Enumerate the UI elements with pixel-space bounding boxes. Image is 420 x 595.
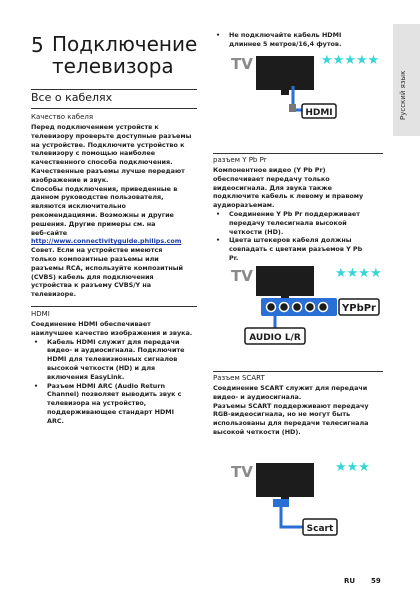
tv-screen xyxy=(256,463,314,497)
hdmi-rule xyxy=(31,306,197,307)
scart-rule xyxy=(213,371,383,372)
audio-l-jack xyxy=(267,303,276,312)
hdmi-bullet-line: • Не подключайте кабель HDMI xyxy=(229,31,342,39)
ypbpr-connection-figure xyxy=(229,262,389,358)
ypbpr-intro-line: аудиоразъемам. xyxy=(213,201,275,210)
pb-jack xyxy=(306,303,315,312)
tip-line: Совет. Если на устройстве имеются xyxy=(31,246,163,255)
ypbpr-intro-line: видеосигнала. Для звука также xyxy=(213,183,332,192)
tip-line: устройства к разъему CVBS/Y на xyxy=(31,281,152,290)
scart-plug xyxy=(273,499,289,507)
quality-line: Перед подключением устройств к xyxy=(31,123,159,131)
quality-title: Качество кабеля xyxy=(31,113,94,121)
language-tab-label: Русский язык xyxy=(399,70,407,120)
hdmi-plug xyxy=(289,104,296,112)
hdmi-intro-line: Соединение HDMI обеспечивает xyxy=(31,319,151,328)
ypbpr-intro-line: Компонентное видео (Y Pb Pr) xyxy=(213,166,326,174)
hdmi-bullet-line: ARC. xyxy=(47,416,64,425)
hdmi-rating-stars: ★★★★★ xyxy=(321,53,379,68)
ypbpr-bullet xyxy=(213,236,385,262)
chapter-number: 5 xyxy=(31,33,44,57)
hdmi-text xyxy=(31,320,201,426)
ypbpr-bullet-line: • Соединение Y Pb Pr поддерживает xyxy=(229,209,360,218)
tip-line: телевизоре. xyxy=(31,290,77,299)
left-column xyxy=(31,113,201,426)
quality-line: рекомендациями. Возможны и другие xyxy=(31,210,174,219)
hdmi-title: HDMI xyxy=(31,309,50,318)
hdmi-intro-line: наилучшее качество изображения и звука. xyxy=(31,328,193,337)
hdmi-connection-figure xyxy=(229,52,379,124)
chapter-title-line2: телевизора xyxy=(52,54,174,78)
ypbpr-bullet-line: • Цвета штекеров кабеля должны xyxy=(229,236,352,245)
scart-rating-stars: ★★★ xyxy=(335,460,370,475)
tv-screen xyxy=(256,266,314,296)
quality-line: веб-сайте xyxy=(31,228,68,237)
audio-label: AUDIO L/R xyxy=(249,333,301,343)
ypbpr-bullet-line: четкости (HD). xyxy=(229,227,284,236)
hdmi-label: HDMI xyxy=(305,108,333,118)
tip-line: (CVBS) кабель для подключения xyxy=(31,272,154,281)
chapter-title-line1: Подключение xyxy=(52,32,198,56)
hdmi-bullet-line: включения EasyLink. xyxy=(47,372,125,381)
tip-line: разъемы RCA, используйте композитный xyxy=(31,263,184,272)
y-jack xyxy=(293,303,302,312)
quality-line: решения. Другие примеры см. на xyxy=(31,219,156,228)
hdmi-bullet-line: • Кабель HDMI служит для передачи xyxy=(47,337,180,346)
scart-text xyxy=(213,384,385,437)
ypbpr-label: YPbPr xyxy=(342,303,376,314)
section-title: Все о кабелях xyxy=(31,91,113,104)
hdmi-bullet xyxy=(31,382,201,426)
tv-label: TV xyxy=(231,267,253,285)
audio-r-jack xyxy=(280,303,289,312)
ypbpr-bullet xyxy=(213,210,385,236)
tv-label: TV xyxy=(231,463,253,481)
quality-line: Качественные разъемы лучше передают xyxy=(31,166,185,175)
scart-section xyxy=(213,374,385,437)
scart-cable xyxy=(281,507,303,527)
quality-line: Способы подключения, приведенные в xyxy=(31,184,178,193)
footer-language: RU xyxy=(344,577,356,585)
section-rule-top xyxy=(31,89,197,90)
scart-line: использованы для передачи телесигнала xyxy=(213,419,369,428)
ypbpr-rule xyxy=(213,153,383,154)
hdmi-bullet-line: длиннее 5 метров/16,4 футов. xyxy=(229,39,342,48)
quality-line: телевизору с помощью наиболее xyxy=(31,149,156,158)
tv-label: TV xyxy=(231,55,253,73)
scart-line: видео- и аудиосигнала. xyxy=(213,392,302,401)
scart-line: RGB-видеосигнала, но не могут быть xyxy=(213,410,351,419)
hdmi-bullet-line: HDMI для телевизионных сигналов xyxy=(47,355,178,364)
ypbpr-bullet-line: Pr. xyxy=(229,253,239,262)
quality-line: являются исключительно xyxy=(31,202,126,211)
scart-connection-figure xyxy=(229,459,379,541)
scart-label: Scart xyxy=(306,524,334,534)
quality-line: на устройстве. Подключите устройство к xyxy=(31,140,185,149)
quality-line: изображение и звук. xyxy=(31,175,109,184)
quality-line: качественного способа подключения. xyxy=(31,158,173,167)
ypbpr-intro-line: обеспечивает передачу только xyxy=(213,174,330,183)
scart-line: Соединение SCART служит для передачи xyxy=(213,384,368,392)
chapter-title xyxy=(52,33,197,77)
hdmi-bullet-line: поддерживающее стандарт HDMI xyxy=(47,407,174,416)
quality-line: данном руководстве пользователя, xyxy=(31,193,164,202)
connectivity-guide-link[interactable]: http://www.connectivityguide.philips.com xyxy=(31,237,182,246)
ypbpr-bullet-line: совпадать с цветами разъемов Y Pb xyxy=(229,245,363,254)
quality-line: телевизору проверьте доступные разъемы xyxy=(31,131,192,140)
scart-line: высокой четкости (HD). xyxy=(213,427,301,436)
ypbpr-section xyxy=(213,156,385,263)
ypbpr-title: разъем Y Pb Pr xyxy=(213,156,267,164)
tip-line: только композитные разъемы или xyxy=(31,254,159,263)
pr-jack xyxy=(319,303,328,312)
ypbpr-intro-line: подключите кабель к левому и правому xyxy=(213,192,364,201)
tv-screen xyxy=(256,56,314,90)
tv-stand xyxy=(281,90,289,95)
page-number: 59 xyxy=(371,577,381,585)
ypbpr-rating-stars: ★★★★ xyxy=(335,266,382,281)
hdmi-bullet-line: • Разъем HDMI ARC (Audio Return xyxy=(47,381,166,390)
hdmi-length-bullet xyxy=(213,31,399,49)
ypbpr-bullet-line: передачу телесигнала высокой xyxy=(229,218,347,227)
hdmi-bullet-line: Channel) позволяет выводить звук с xyxy=(47,390,182,399)
hdmi-bullet-line: высокой четкости (HD) и для xyxy=(47,363,156,372)
hdmi-bullet xyxy=(31,338,201,382)
hdmi-bullet-line: видео- и аудиосигнала. Подключите xyxy=(47,346,185,355)
section-rule-bottom xyxy=(31,108,197,109)
quality-text xyxy=(31,123,201,299)
scart-title: Разъем SCART xyxy=(213,374,265,382)
scart-line: Разъемы SCART поддерживают передачу xyxy=(213,401,369,410)
ypbpr-text xyxy=(213,166,385,263)
hdmi-bullet-line: телевизора на устройство, xyxy=(47,399,147,408)
